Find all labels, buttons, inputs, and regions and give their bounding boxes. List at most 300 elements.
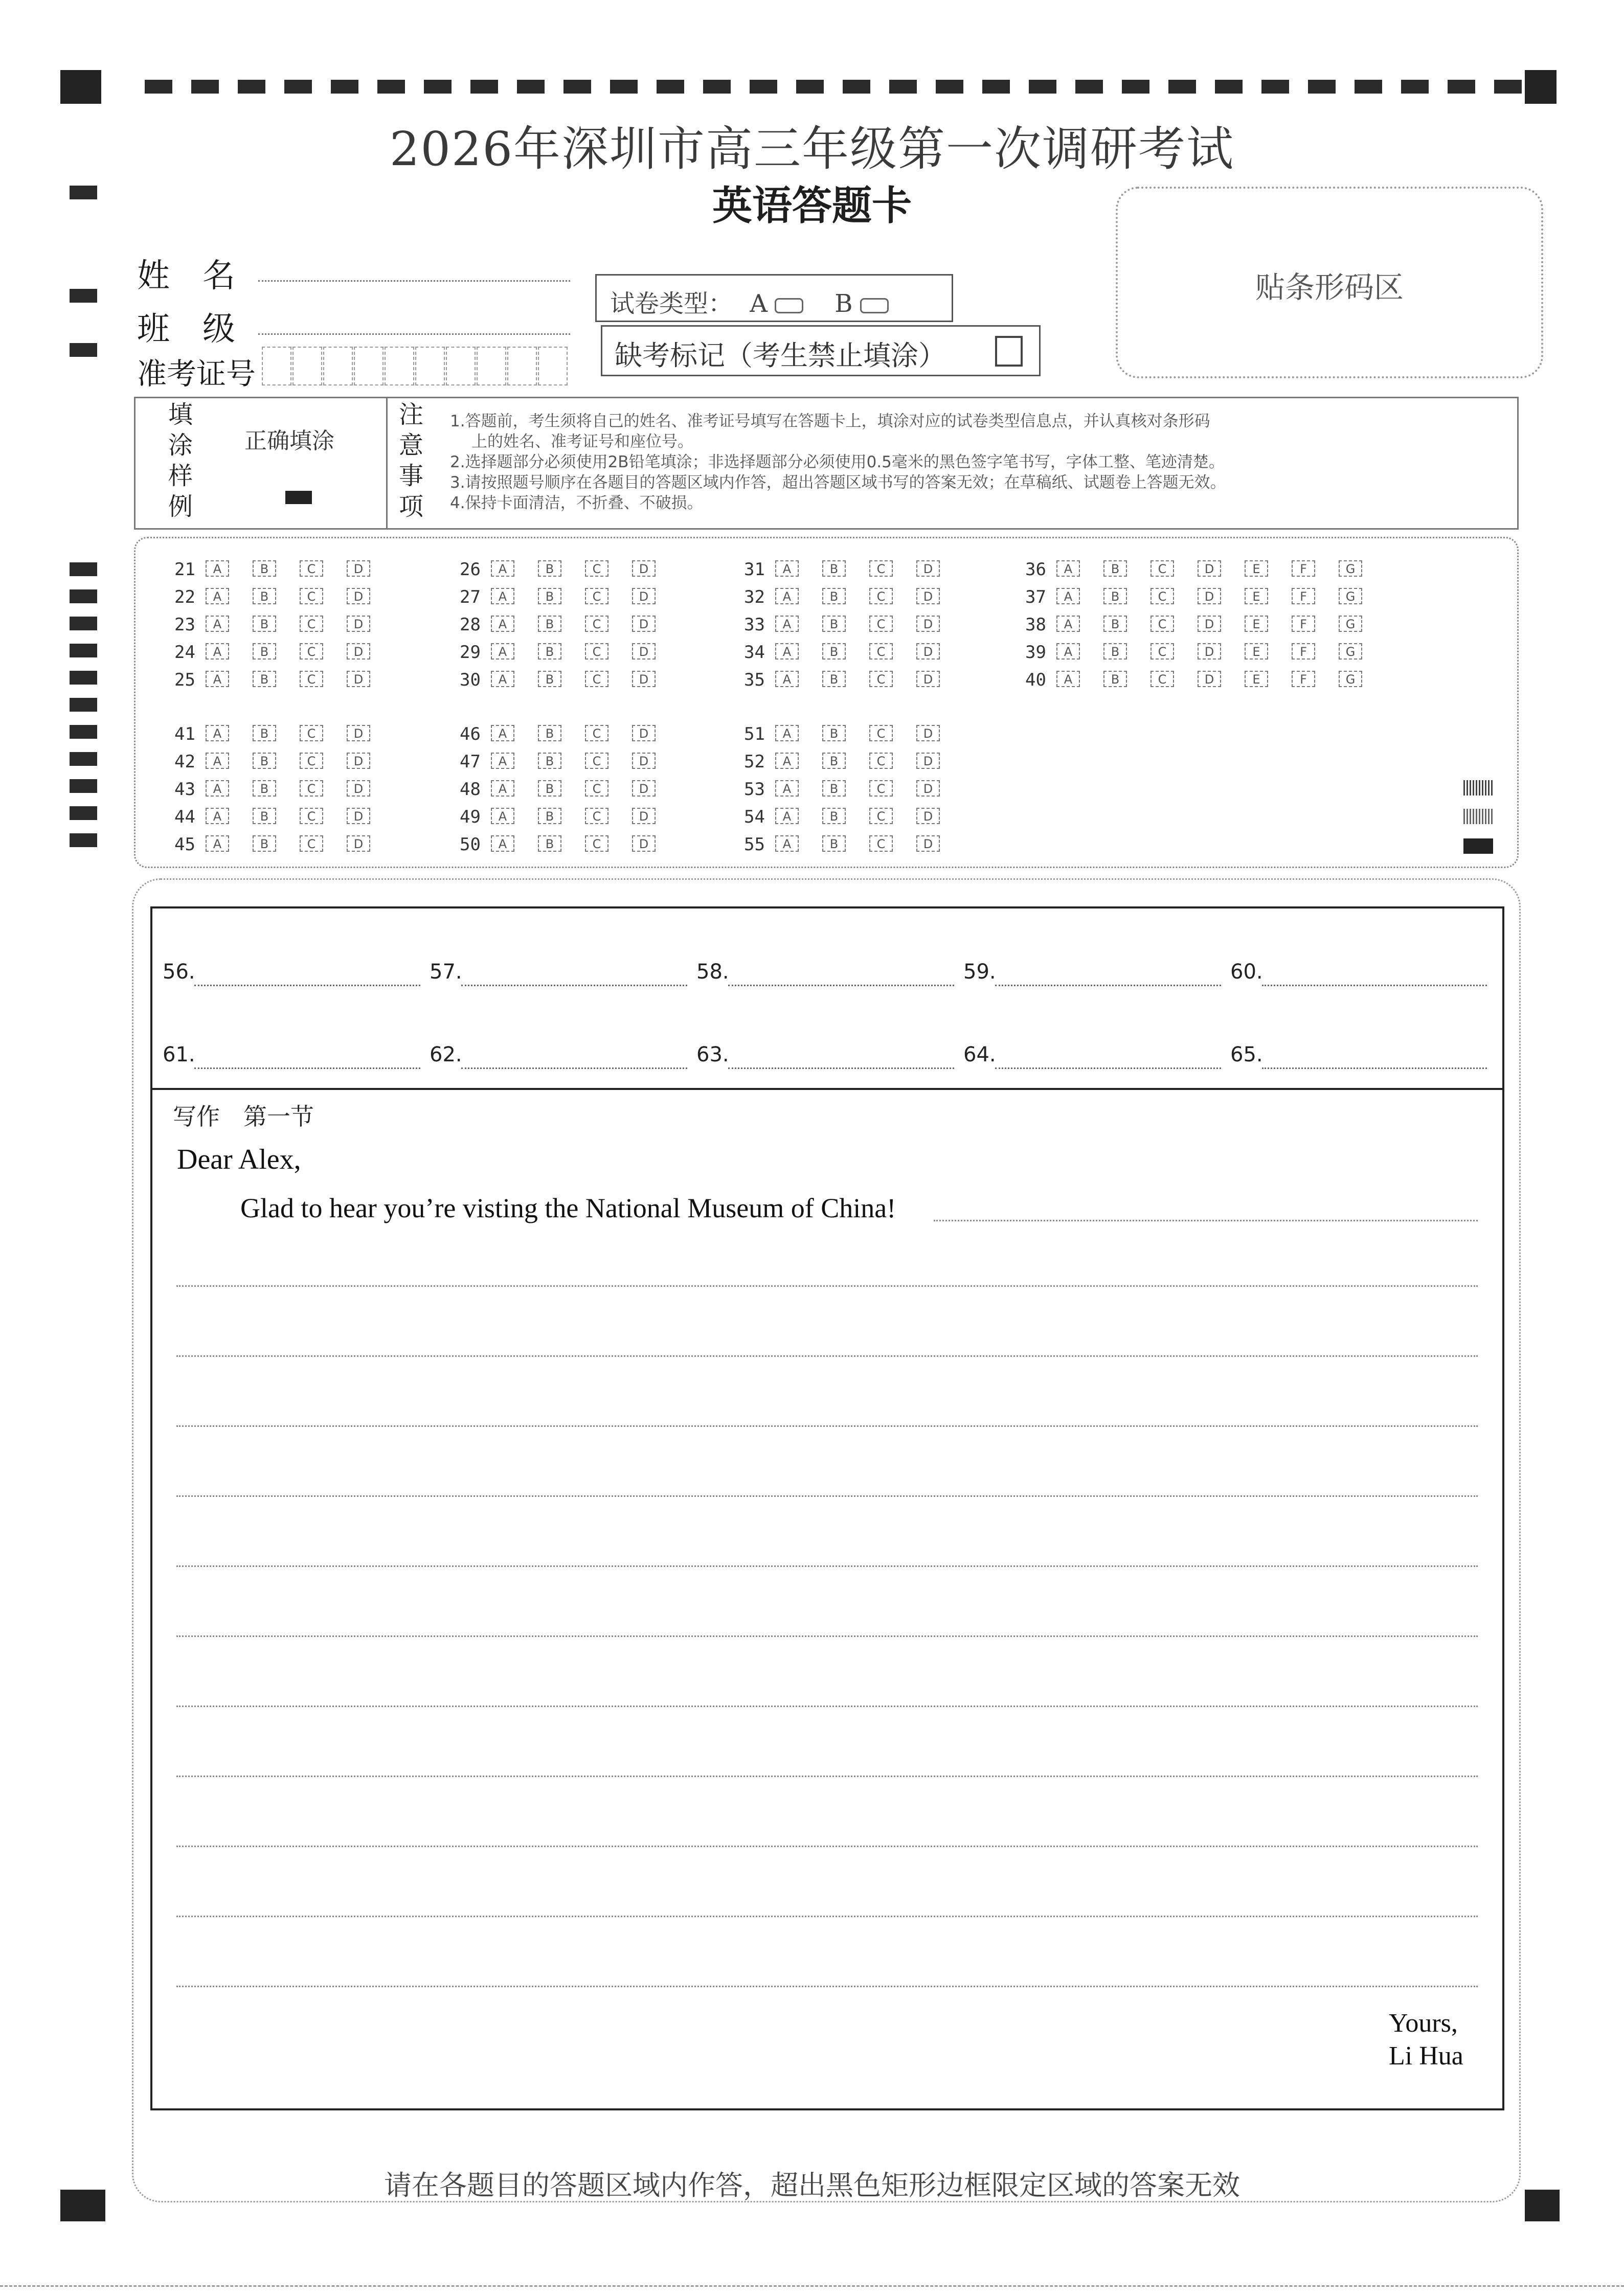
letter-opening: Glad to hear you’re visting the National Museum of China! xyxy=(240,1193,896,1223)
answer-bubble[interactable]: A xyxy=(1056,616,1080,632)
answer-bubble[interactable]: B xyxy=(253,643,276,660)
question-number: 52 xyxy=(744,752,765,772)
question-number: 51 xyxy=(744,724,765,744)
timing-mark xyxy=(657,80,684,94)
answer-bubble[interactable]: G xyxy=(1339,643,1362,660)
answer-bubble[interactable]: A xyxy=(206,753,229,769)
question-number: 26 xyxy=(460,559,481,580)
exam-id-cell[interactable] xyxy=(446,347,476,385)
timing-mark xyxy=(70,589,97,603)
answer-bubble[interactable]: A xyxy=(491,643,514,660)
paper-type-b-bubble[interactable] xyxy=(860,298,889,313)
answer-bubble[interactable]: A xyxy=(775,835,799,852)
answer-bubble[interactable]: B xyxy=(253,725,276,741)
answer-bubble[interactable]: F xyxy=(1292,588,1315,604)
exam-id-cell[interactable] xyxy=(477,347,506,385)
exam-id-cell[interactable] xyxy=(292,347,322,385)
blank-number: 63. xyxy=(696,1043,729,1066)
answer-bubble[interactable]: C xyxy=(585,671,608,687)
answer-bubble[interactable]: B xyxy=(822,560,846,577)
answer-bubble[interactable]: D xyxy=(347,560,370,577)
answer-bubble[interactable]: C xyxy=(585,835,608,852)
exam-id-cell[interactable] xyxy=(323,347,353,385)
writing-line[interactable] xyxy=(176,1495,1478,1497)
answer-bubble[interactable]: D xyxy=(347,725,370,741)
answer-bubble[interactable]: B xyxy=(253,560,276,577)
answer-bubble[interactable]: C xyxy=(585,560,608,577)
bottom-edge xyxy=(0,2285,1624,2287)
answer-bubble[interactable]: C xyxy=(869,560,893,577)
answer-bubble[interactable]: D xyxy=(1198,560,1221,577)
timing-mark xyxy=(750,80,777,94)
question-number: 29 xyxy=(460,642,481,663)
scan-mark-2 xyxy=(1463,809,1493,824)
notes-heading-char: 事 xyxy=(398,462,423,490)
timing-mark xyxy=(1261,80,1289,94)
answer-bubble[interactable]: A xyxy=(775,671,799,687)
answer-bubble[interactable]: B xyxy=(253,835,276,852)
answer-bubble[interactable]: B xyxy=(253,616,276,632)
answer-bubble[interactable]: B xyxy=(538,780,561,797)
scan-mark-1 xyxy=(1463,780,1493,795)
answer-bubble[interactable]: D xyxy=(916,808,940,824)
answer-bubble[interactable]: A xyxy=(491,753,514,769)
timing-mark xyxy=(424,80,452,94)
answer-area-divider xyxy=(150,1088,1504,1090)
answer-bubble[interactable]: C xyxy=(300,753,323,769)
exam-id-cell[interactable] xyxy=(507,347,537,385)
timing-mark xyxy=(1029,80,1056,94)
footer-notice: 请在各题目的答题区域内作答，超出黑色矩形边框限定区域的答案无效 xyxy=(384,2169,1240,2201)
question-number: 24 xyxy=(174,642,195,663)
answer-bubble[interactable]: C xyxy=(300,643,323,660)
answer-bubble[interactable]: E xyxy=(1245,616,1268,632)
question-number: 22 xyxy=(174,587,195,607)
blank-number: 59. xyxy=(963,960,996,984)
answer-bubble[interactable]: G xyxy=(1339,616,1362,632)
answer-bubble[interactable]: C xyxy=(869,671,893,687)
timing-mark xyxy=(1355,80,1382,94)
answer-bubble[interactable]: D xyxy=(632,616,656,632)
question-number: 45 xyxy=(174,834,195,855)
answer-bubble[interactable]: A xyxy=(206,671,229,687)
question-number: 21 xyxy=(174,559,195,580)
answer-bubble[interactable]: A xyxy=(1056,588,1080,604)
instructions-divider xyxy=(386,398,388,528)
writing-line[interactable] xyxy=(176,1355,1478,1357)
timing-mark xyxy=(936,80,963,94)
exam-id-cell[interactable] xyxy=(354,347,384,385)
answer-bubble[interactable]: D xyxy=(916,643,940,660)
corner-mark-top-left xyxy=(60,70,101,104)
answer-bubble[interactable]: B xyxy=(822,671,846,687)
answer-bubble[interactable]: D xyxy=(632,780,656,797)
writing-line[interactable] xyxy=(176,1986,1478,1987)
question-number: 41 xyxy=(174,724,195,744)
timing-mark xyxy=(1401,80,1429,94)
answer-bubble[interactable]: G xyxy=(1339,560,1362,577)
scan-mark-3 xyxy=(1463,838,1493,854)
answer-bubble[interactable]: C xyxy=(1151,671,1174,687)
timing-mark xyxy=(70,644,97,657)
corner-mark-top-right xyxy=(1525,70,1557,104)
notes-heading-char: 意 xyxy=(398,431,423,460)
answer-bubble[interactable]: D xyxy=(916,835,940,852)
answer-bubble[interactable]: A xyxy=(775,588,799,604)
answer-bubble[interactable]: E xyxy=(1245,671,1268,687)
notes-heading-char: 项 xyxy=(398,492,423,521)
absent-mark-box xyxy=(601,325,1041,376)
answer-bubble[interactable]: D xyxy=(347,835,370,852)
timing-mark xyxy=(1448,80,1475,94)
answer-bubble[interactable]: C xyxy=(585,753,608,769)
question-number: 28 xyxy=(460,615,481,635)
question-number: 39 xyxy=(1025,642,1046,663)
answer-bubble[interactable]: D xyxy=(916,780,940,797)
absent-mark-label: 缺考标记（考生禁止填涂） xyxy=(615,339,946,372)
answer-bubble[interactable]: B xyxy=(538,588,561,604)
answer-bubble[interactable]: A xyxy=(1056,560,1080,577)
answer-bubble[interactable]: B xyxy=(822,835,846,852)
answer-bubble[interactable]: A xyxy=(775,753,799,769)
blank-answer-line[interactable] xyxy=(194,1067,420,1069)
answer-bubble[interactable]: A xyxy=(206,560,229,577)
answer-bubble[interactable]: E xyxy=(1245,560,1268,577)
timing-mark xyxy=(238,80,265,94)
answer-bubble[interactable]: C xyxy=(1151,560,1174,577)
answer-bubble[interactable]: A xyxy=(1056,643,1080,660)
blank-answer-line[interactable] xyxy=(995,1067,1221,1069)
writing-line[interactable] xyxy=(176,1285,1478,1287)
notes-line: 上的姓名、准考证号和座位号。 xyxy=(471,433,693,451)
answer-bubble[interactable]: A xyxy=(206,725,229,741)
answer-bubble[interactable]: C xyxy=(585,780,608,797)
answer-bubble[interactable]: A xyxy=(491,616,514,632)
question-number: 34 xyxy=(744,642,765,663)
question-number: 33 xyxy=(744,615,765,635)
answer-bubble[interactable]: B xyxy=(1103,616,1127,632)
answer-bubble[interactable]: B xyxy=(538,753,561,769)
writing-line[interactable] xyxy=(176,1635,1478,1637)
answer-bubble[interactable]: B xyxy=(822,616,846,632)
answer-bubble[interactable]: D xyxy=(632,753,656,769)
class-input[interactable] xyxy=(258,333,570,335)
letter-salutation: Dear Alex, xyxy=(177,1144,301,1175)
answer-bubble[interactable]: D xyxy=(347,643,370,660)
answer-bubble[interactable]: D xyxy=(916,616,940,632)
answer-bubble[interactable]: B xyxy=(1103,560,1127,577)
answer-bubble[interactable]: C xyxy=(869,588,893,604)
correct-fill-mark xyxy=(285,491,312,504)
answer-bubble[interactable]: B xyxy=(538,835,561,852)
writing-line[interactable] xyxy=(176,1425,1478,1427)
timing-mark xyxy=(70,617,97,630)
answer-bubble[interactable]: B xyxy=(822,780,846,797)
question-number: 54 xyxy=(744,807,765,827)
answer-bubble[interactable]: A xyxy=(206,835,229,852)
question-number: 36 xyxy=(1025,559,1046,580)
answer-bubble[interactable]: B xyxy=(1103,643,1127,660)
writing-line[interactable] xyxy=(176,1565,1478,1567)
timing-mark xyxy=(70,752,97,766)
notes-line: 4.保持卡面清洁，不折叠、不破损。 xyxy=(450,494,703,512)
answer-bubble[interactable]: B xyxy=(538,616,561,632)
answer-bubble[interactable]: D xyxy=(347,780,370,797)
answer-bubble[interactable]: B xyxy=(538,643,561,660)
blank-answer-line[interactable] xyxy=(194,985,420,986)
question-number: 49 xyxy=(460,807,481,827)
blank-number: 56. xyxy=(163,960,195,984)
answer-bubble[interactable]: C xyxy=(585,643,608,660)
timing-mark xyxy=(145,80,172,94)
timing-mark xyxy=(331,80,358,94)
answer-bubble[interactable]: C xyxy=(300,616,323,632)
answer-bubble[interactable]: C xyxy=(300,725,323,741)
timing-mark xyxy=(191,80,219,94)
answer-bubble[interactable]: G xyxy=(1339,671,1362,687)
answer-bubble[interactable]: A xyxy=(775,616,799,632)
exam-id-label: 准考证号 xyxy=(137,356,256,391)
fill-example-char: 涂 xyxy=(168,431,193,460)
answer-bubble[interactable]: B xyxy=(1103,671,1127,687)
answer-bubble[interactable]: D xyxy=(632,835,656,852)
answer-bubble[interactable]: A xyxy=(206,588,229,604)
answer-bubble[interactable]: A xyxy=(1056,671,1080,687)
answer-bubble[interactable]: A xyxy=(206,808,229,824)
answer-bubble[interactable]: C xyxy=(585,616,608,632)
answer-bubble[interactable]: B xyxy=(538,808,561,824)
fill-example-char: 填 xyxy=(168,400,193,429)
answer-bubble[interactable]: D xyxy=(1198,588,1221,604)
question-number: 53 xyxy=(744,779,765,800)
fill-example-char: 样 xyxy=(168,462,193,490)
answer-bubble[interactable]: B xyxy=(538,560,561,577)
question-number: 27 xyxy=(460,587,481,607)
blank-answer-line[interactable] xyxy=(461,985,687,986)
blank-answer-line[interactable] xyxy=(1262,985,1487,986)
answer-bubble[interactable]: A xyxy=(775,780,799,797)
answer-bubble[interactable]: C xyxy=(869,616,893,632)
blank-answer-line[interactable] xyxy=(461,1067,687,1069)
writing-line[interactable] xyxy=(176,1776,1478,1777)
exam-id-cell[interactable] xyxy=(538,347,568,385)
page-title: 2026年深圳市高三年级第一次调研考试 xyxy=(389,122,1235,176)
answer-bubble[interactable]: F xyxy=(1292,560,1315,577)
question-number: 35 xyxy=(744,670,765,690)
answer-bubble[interactable]: B xyxy=(822,753,846,769)
answer-bubble[interactable]: D xyxy=(347,671,370,687)
absent-checkbox[interactable] xyxy=(995,336,1023,367)
answer-bubble[interactable]: D xyxy=(916,671,940,687)
answer-bubble[interactable]: B xyxy=(538,671,561,687)
answer-bubble[interactable]: B xyxy=(253,671,276,687)
blank-answer-line[interactable] xyxy=(995,985,1221,986)
answer-bubble[interactable]: C xyxy=(869,780,893,797)
exam-id-cell[interactable] xyxy=(385,347,414,385)
answer-bubble[interactable]: A xyxy=(775,725,799,741)
answer-bubble[interactable]: G xyxy=(1339,588,1362,604)
answer-bubble[interactable]: C xyxy=(300,808,323,824)
answer-bubble[interactable]: A xyxy=(491,725,514,741)
answer-bubble[interactable]: B xyxy=(538,725,561,741)
answer-bubble[interactable]: A xyxy=(206,616,229,632)
question-number: 25 xyxy=(174,670,195,690)
answer-bubble[interactable]: C xyxy=(585,725,608,741)
answer-bubble[interactable]: E xyxy=(1245,588,1268,604)
writing-line[interactable] xyxy=(176,1846,1478,1847)
question-number: 47 xyxy=(460,752,481,772)
answer-bubble[interactable]: B xyxy=(253,753,276,769)
name-input[interactable] xyxy=(258,280,570,282)
answer-bubble[interactable]: C xyxy=(1151,643,1174,660)
timing-mark xyxy=(563,80,591,94)
answer-bubble[interactable]: D xyxy=(632,588,656,604)
question-number: 48 xyxy=(460,779,481,800)
letter-closing: Yours, xyxy=(1389,2009,1458,2038)
question-number: 30 xyxy=(460,670,481,690)
answer-bubble[interactable]: C xyxy=(300,835,323,852)
answer-bubble[interactable]: C xyxy=(300,588,323,604)
answer-bubble[interactable]: C xyxy=(869,753,893,769)
answer-bubble[interactable]: D xyxy=(347,616,370,632)
writing-line[interactable] xyxy=(176,1916,1478,1917)
answer-bubble[interactable]: F xyxy=(1292,616,1315,632)
answer-bubble[interactable]: D xyxy=(1198,643,1221,660)
writing-section-title: 写作 第一节 xyxy=(173,1103,314,1130)
notes-line: 3.请按照题号顺序在各题目的答题区域内作答，超出答题区域书写的答案无效；在草稿纸、试题卷上答题无效。 xyxy=(450,473,1226,492)
answer-bubble[interactable]: A xyxy=(491,780,514,797)
answer-bubble[interactable]: C xyxy=(585,588,608,604)
blank-answer-line[interactable] xyxy=(728,1067,954,1069)
answer-bubble[interactable]: D xyxy=(347,753,370,769)
answer-bubble[interactable]: C xyxy=(869,643,893,660)
answer-bubble[interactable]: D xyxy=(916,560,940,577)
answer-bubble[interactable]: B xyxy=(253,780,276,797)
paper-type-box xyxy=(595,274,953,322)
answer-bubble[interactable]: A xyxy=(775,808,799,824)
answer-bubble[interactable]: A xyxy=(491,560,514,577)
answer-bubble[interactable]: A xyxy=(206,643,229,660)
exam-id-cell[interactable] xyxy=(415,347,445,385)
answer-bubble[interactable]: D xyxy=(632,643,656,660)
answer-bubble[interactable]: C xyxy=(300,560,323,577)
answer-bubble[interactable]: C xyxy=(300,780,323,797)
blank-number: 61. xyxy=(163,1043,195,1066)
answer-bubble[interactable]: A xyxy=(491,808,514,824)
timing-mark xyxy=(70,562,97,576)
question-number: 38 xyxy=(1025,615,1046,635)
answer-bubble[interactable]: D xyxy=(1198,616,1221,632)
timing-mark xyxy=(70,698,97,712)
answer-bubble[interactable]: F xyxy=(1292,671,1315,687)
timing-mark xyxy=(796,80,824,94)
answer-bubble[interactable]: D xyxy=(916,725,940,741)
timing-mark xyxy=(1494,80,1522,94)
answer-bubble[interactable]: C xyxy=(300,671,323,687)
answer-bubble[interactable]: B xyxy=(253,808,276,824)
blank-answer-line[interactable] xyxy=(728,985,954,986)
answer-bubble[interactable]: A xyxy=(206,780,229,797)
answer-bubble[interactable]: D xyxy=(347,808,370,824)
answer-bubble[interactable]: A xyxy=(775,560,799,577)
timing-mark xyxy=(1308,80,1336,94)
answer-bubble[interactable]: D xyxy=(347,588,370,604)
answer-bubble[interactable]: C xyxy=(869,835,893,852)
letter-signature: Li Hua xyxy=(1389,2041,1463,2071)
notes-heading-char: 注 xyxy=(398,400,423,429)
answer-bubble[interactable]: D xyxy=(916,588,940,604)
answer-bubble[interactable]: D xyxy=(632,671,656,687)
timing-mark xyxy=(70,671,97,685)
answer-bubble[interactable]: A xyxy=(491,671,514,687)
timing-mark xyxy=(517,80,545,94)
timing-mark xyxy=(70,806,97,820)
timing-mark xyxy=(470,80,498,94)
answer-bubble[interactable]: C xyxy=(869,808,893,824)
answer-bubble[interactable]: D xyxy=(632,725,656,741)
timing-mark xyxy=(703,80,731,94)
answer-bubble[interactable]: B xyxy=(822,588,846,604)
writing-line-first[interactable] xyxy=(934,1220,1478,1221)
answer-bubble[interactable]: B xyxy=(822,725,846,741)
timing-mark xyxy=(1122,80,1149,94)
answer-bubble[interactable]: B xyxy=(822,808,846,824)
answer-bubble[interactable]: A xyxy=(775,643,799,660)
page-subtitle: 英语答题卡 xyxy=(712,183,912,229)
answer-bubble[interactable]: B xyxy=(822,643,846,660)
question-number: 32 xyxy=(744,587,765,607)
question-number: 31 xyxy=(744,559,765,580)
notes-line: 2.选择题部分必须使用2B铅笔填涂；非选择题部分必须使用0.5毫米的黑色签字笔书写，字体工整、笔迹清楚。 xyxy=(450,453,1225,471)
timing-mark xyxy=(889,80,917,94)
timing-mark xyxy=(982,80,1010,94)
answer-bubble[interactable]: B xyxy=(253,588,276,604)
blank-number: 60. xyxy=(1230,960,1263,984)
answer-bubble[interactable]: C xyxy=(869,725,893,741)
answer-bubble[interactable]: D xyxy=(632,808,656,824)
answer-bubble[interactable]: C xyxy=(1151,616,1174,632)
paper-type-b-label: B xyxy=(834,289,853,318)
paper-type-label: 试卷类型： xyxy=(610,289,733,318)
answer-bubble[interactable]: A xyxy=(491,835,514,852)
answer-bubble[interactable]: D xyxy=(1198,671,1221,687)
timing-mark xyxy=(70,833,97,847)
question-number: 50 xyxy=(460,834,481,855)
fill-example-char: 例 xyxy=(168,492,193,521)
answer-area-frame xyxy=(150,906,1504,2110)
answer-bubble[interactable]: C xyxy=(1151,588,1174,604)
answer-bubble[interactable]: D xyxy=(916,753,940,769)
exam-id-cell[interactable] xyxy=(262,347,291,385)
paper-type-a-bubble[interactable] xyxy=(775,298,803,313)
answer-bubble[interactable]: A xyxy=(491,588,514,604)
question-number: 43 xyxy=(174,779,195,800)
answer-bubble[interactable]: B xyxy=(1103,588,1127,604)
answer-bubble[interactable]: D xyxy=(632,560,656,577)
timing-mark xyxy=(377,80,405,94)
timing-mark xyxy=(1215,80,1243,94)
timing-mark xyxy=(1168,80,1196,94)
name-label: 姓 名 xyxy=(137,257,235,295)
answer-bubble[interactable]: C xyxy=(585,808,608,824)
answer-bubble[interactable]: E xyxy=(1245,643,1268,660)
writing-line[interactable] xyxy=(176,1706,1478,1707)
answer-bubble[interactable]: F xyxy=(1292,643,1315,660)
blank-number: 65. xyxy=(1230,1043,1263,1066)
blank-answer-line[interactable] xyxy=(1262,1067,1487,1069)
class-label: 班 级 xyxy=(137,310,235,348)
timing-mark xyxy=(610,80,638,94)
